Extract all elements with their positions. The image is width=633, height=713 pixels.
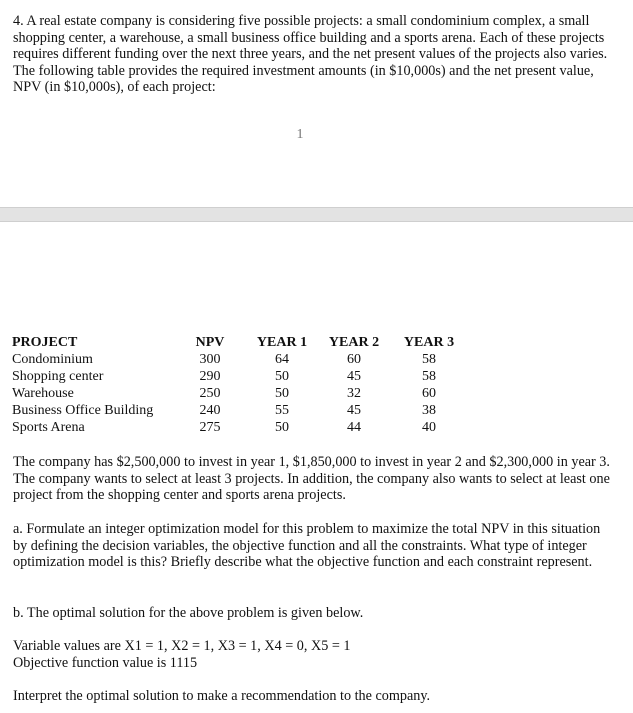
cell-year2: 60	[347, 352, 361, 367]
cell-year2: 45	[347, 369, 361, 384]
objective-value: Objective function value is 1115	[13, 655, 198, 671]
cell-project: Shopping center	[12, 369, 104, 384]
projects-table	[12, 334, 468, 436]
header-npv: NPV	[195, 335, 225, 350]
cell-npv: 240	[199, 403, 221, 418]
page-2	[0, 222, 633, 713]
cell-year3: 58	[422, 352, 436, 367]
header-year2: YEAR 2	[328, 335, 380, 350]
table-row	[12, 402, 468, 419]
cell-year2: 45	[347, 403, 361, 418]
cell-year3: 60	[422, 386, 436, 401]
table-row	[12, 368, 468, 385]
cell-year1: 50	[275, 420, 289, 435]
cell-project: Business Office Building	[12, 403, 154, 418]
page-number: 1	[296, 127, 304, 142]
cell-project: Warehouse	[12, 386, 74, 401]
cell-year2: 44	[347, 420, 361, 435]
cell-year2: 32	[347, 386, 361, 401]
header-year1: YEAR 1	[256, 335, 308, 350]
table-header-row	[12, 334, 468, 351]
cell-year3: 38	[422, 403, 436, 418]
table-row	[12, 419, 468, 436]
cell-npv: 300	[199, 352, 221, 367]
cell-year3: 58	[422, 369, 436, 384]
part-a-paragraph: a. Formulate an integer optimization model for this problem to maximize the total NPV in this situation by defining the decision variables, the objective function and all the constraints. What type of integer optimization model is this? Briefly describe what the objective function and each constraint represent.	[13, 521, 601, 571]
cell-year1: 50	[275, 369, 289, 384]
cell-project: Condominium	[12, 352, 93, 367]
problem-intro: 4. A real estate company is considering five possible projects: a small condominium complex, a small shopping center, a warehouse, a small business office building and a sports arena. Each of these projects requires different funding over the next three years, and the net present values of the projects also varies. The following table provides the required investment amounts (in $10,000s) and the net present value, NPV (in $10,000s), of each project:	[13, 13, 608, 96]
part-b-paragraph: b. The optimal solution for the above problem is given below.	[13, 605, 364, 621]
header-year3: YEAR 3	[403, 335, 455, 350]
cell-year1: 64	[275, 352, 289, 367]
cell-year1: 55	[275, 403, 289, 418]
header-project: PROJECT	[12, 335, 78, 350]
page-1	[0, 0, 633, 207]
cell-npv: 290	[199, 369, 221, 384]
cell-npv: 250	[199, 386, 221, 401]
table-row	[12, 385, 468, 402]
cell-year1: 50	[275, 386, 289, 401]
page-break	[0, 207, 633, 222]
variable-values: Variable values are X1 = 1, X2 = 1, X3 = 1, X4 = 0, X5 = 1	[13, 638, 351, 654]
cell-project: Sports Arena	[12, 420, 85, 435]
interpret-paragraph: Interpret the optimal solution to make a recommendation to the company.	[13, 688, 431, 704]
cell-npv: 275	[199, 420, 221, 435]
cell-year3: 40	[422, 420, 436, 435]
budget-paragraph: The company has $2,500,000 to invest in year 1, $1,850,000 to invest in year 2 and $2,300,000 in year 3. The company wants to select at least 3 projects. In addition, the company also wants to select at least one project from the shopping center and sports arena projects.	[13, 454, 610, 504]
table-row	[12, 351, 468, 368]
